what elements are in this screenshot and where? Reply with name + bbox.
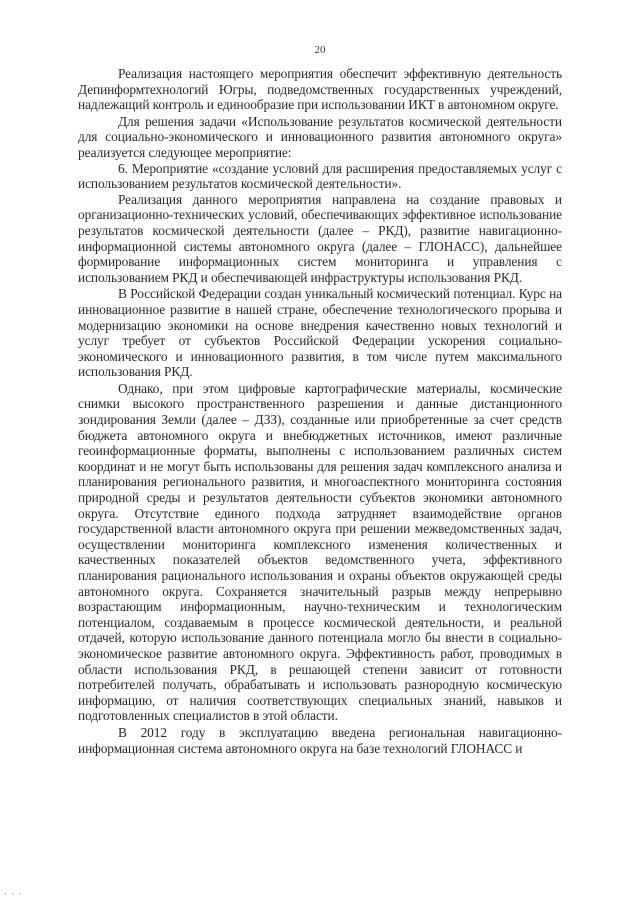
scan-edge-mark: · · · bbox=[4, 889, 23, 899]
paragraph-measure-purpose: Реализация данного мероприятия направлена на создание правовых и организационно-технических условий, обеспечивающих эффективное использование результатов космической деятельности (далее – РКД), развитие навигационно-информационной системы автономного округа (далее – ГЛОНАСС), дальнейшее формирование информационных систем мониторинга и управления с использованием РКД и обеспечивающей инфраструктуры использования РКД. bbox=[78, 191, 562, 285]
page-number: 20 bbox=[314, 44, 326, 56]
paragraph-measure-6: 6. Мероприятие «создание условий для расширения предоставляемых услуг с использованием результатов космической деятельности». bbox=[78, 160, 562, 192]
paragraph-space-potential: В Российской Федерации создан уникальный космический потенциал. Курс на инновационное развитие в нашей стране, обеспечение технологического прорыва и модернизацию экономики на основе внедрения качественно новых технологий и услуг требует от субъектов Российской Федерации ускорения социально-экономического и инновационного развития, в том числе путем максимального использования РКД. bbox=[78, 286, 562, 380]
paragraph-glonass-2012: В 2012 году в эксплуатацию введена региональная навигационно-информационная система автономного округа на базе технологий ГЛОНАСС и bbox=[78, 724, 562, 756]
paragraph-task-intro: Для решения задачи «Использование результатов космической деятельности для социально-экономического и инновационного развития автономного округа» реализуется следующее мероприятие: bbox=[78, 113, 562, 160]
body-text bbox=[78, 66, 562, 756]
paragraph-problems: Однако, при этом цифровые картографические материалы, космические снимки высокого пространственного разрешения и данные дистанционного зондирования Земли (далее – ДЗЗ), созданные или приобретенные за счет средств бюджета автономного округа и внебюджетных источников, имеют различные геоинформационные форматы, выполнены с использованием различных систем координат и не могут быть использованы для решения задач комплексного анализа и планирования регионального развития, и многоаспектного мониторинга состояния природной среды и результатов деятельности субъектов экономики автономного округа. Отсутствие единого подхода затрудняет взаимодействие органов государственной власти автономного округа при решении межведомственных задач, осуществлении мониторинга комплексного изменения количественных и качественных показателей объектов ведомственного учета, эффективного планирования рационального использования и охраны объектов окружающей среды автономного округа. Сохраняется значительный разрыв между непрерывно возрастающим информационным, научно-техническим и технологическим потенциалом, создаваемым в процессе космической деятельности, и реальной отдачей, которую использование данного потенциала могло бы внести в социально-экономическое развитие автономного округа. Эффективность работ, проводимых в области использования РКД, в решающей степени зависит от готовности потребителей получать, обрабатывать и использовать разнородную космическую информацию, от наличия соответствующих специальных знаний, навыков и подготовленных специалистов в этой области. bbox=[78, 380, 562, 724]
paragraph-ikt-result: Реализация настоящего мероприятия обеспечит эффективную деятельность Депинформтехнологий Югры, подведомственных государственных учреждений, надлежащий контроль и единообразие при использовании ИКТ в автономном округе. bbox=[78, 66, 562, 113]
